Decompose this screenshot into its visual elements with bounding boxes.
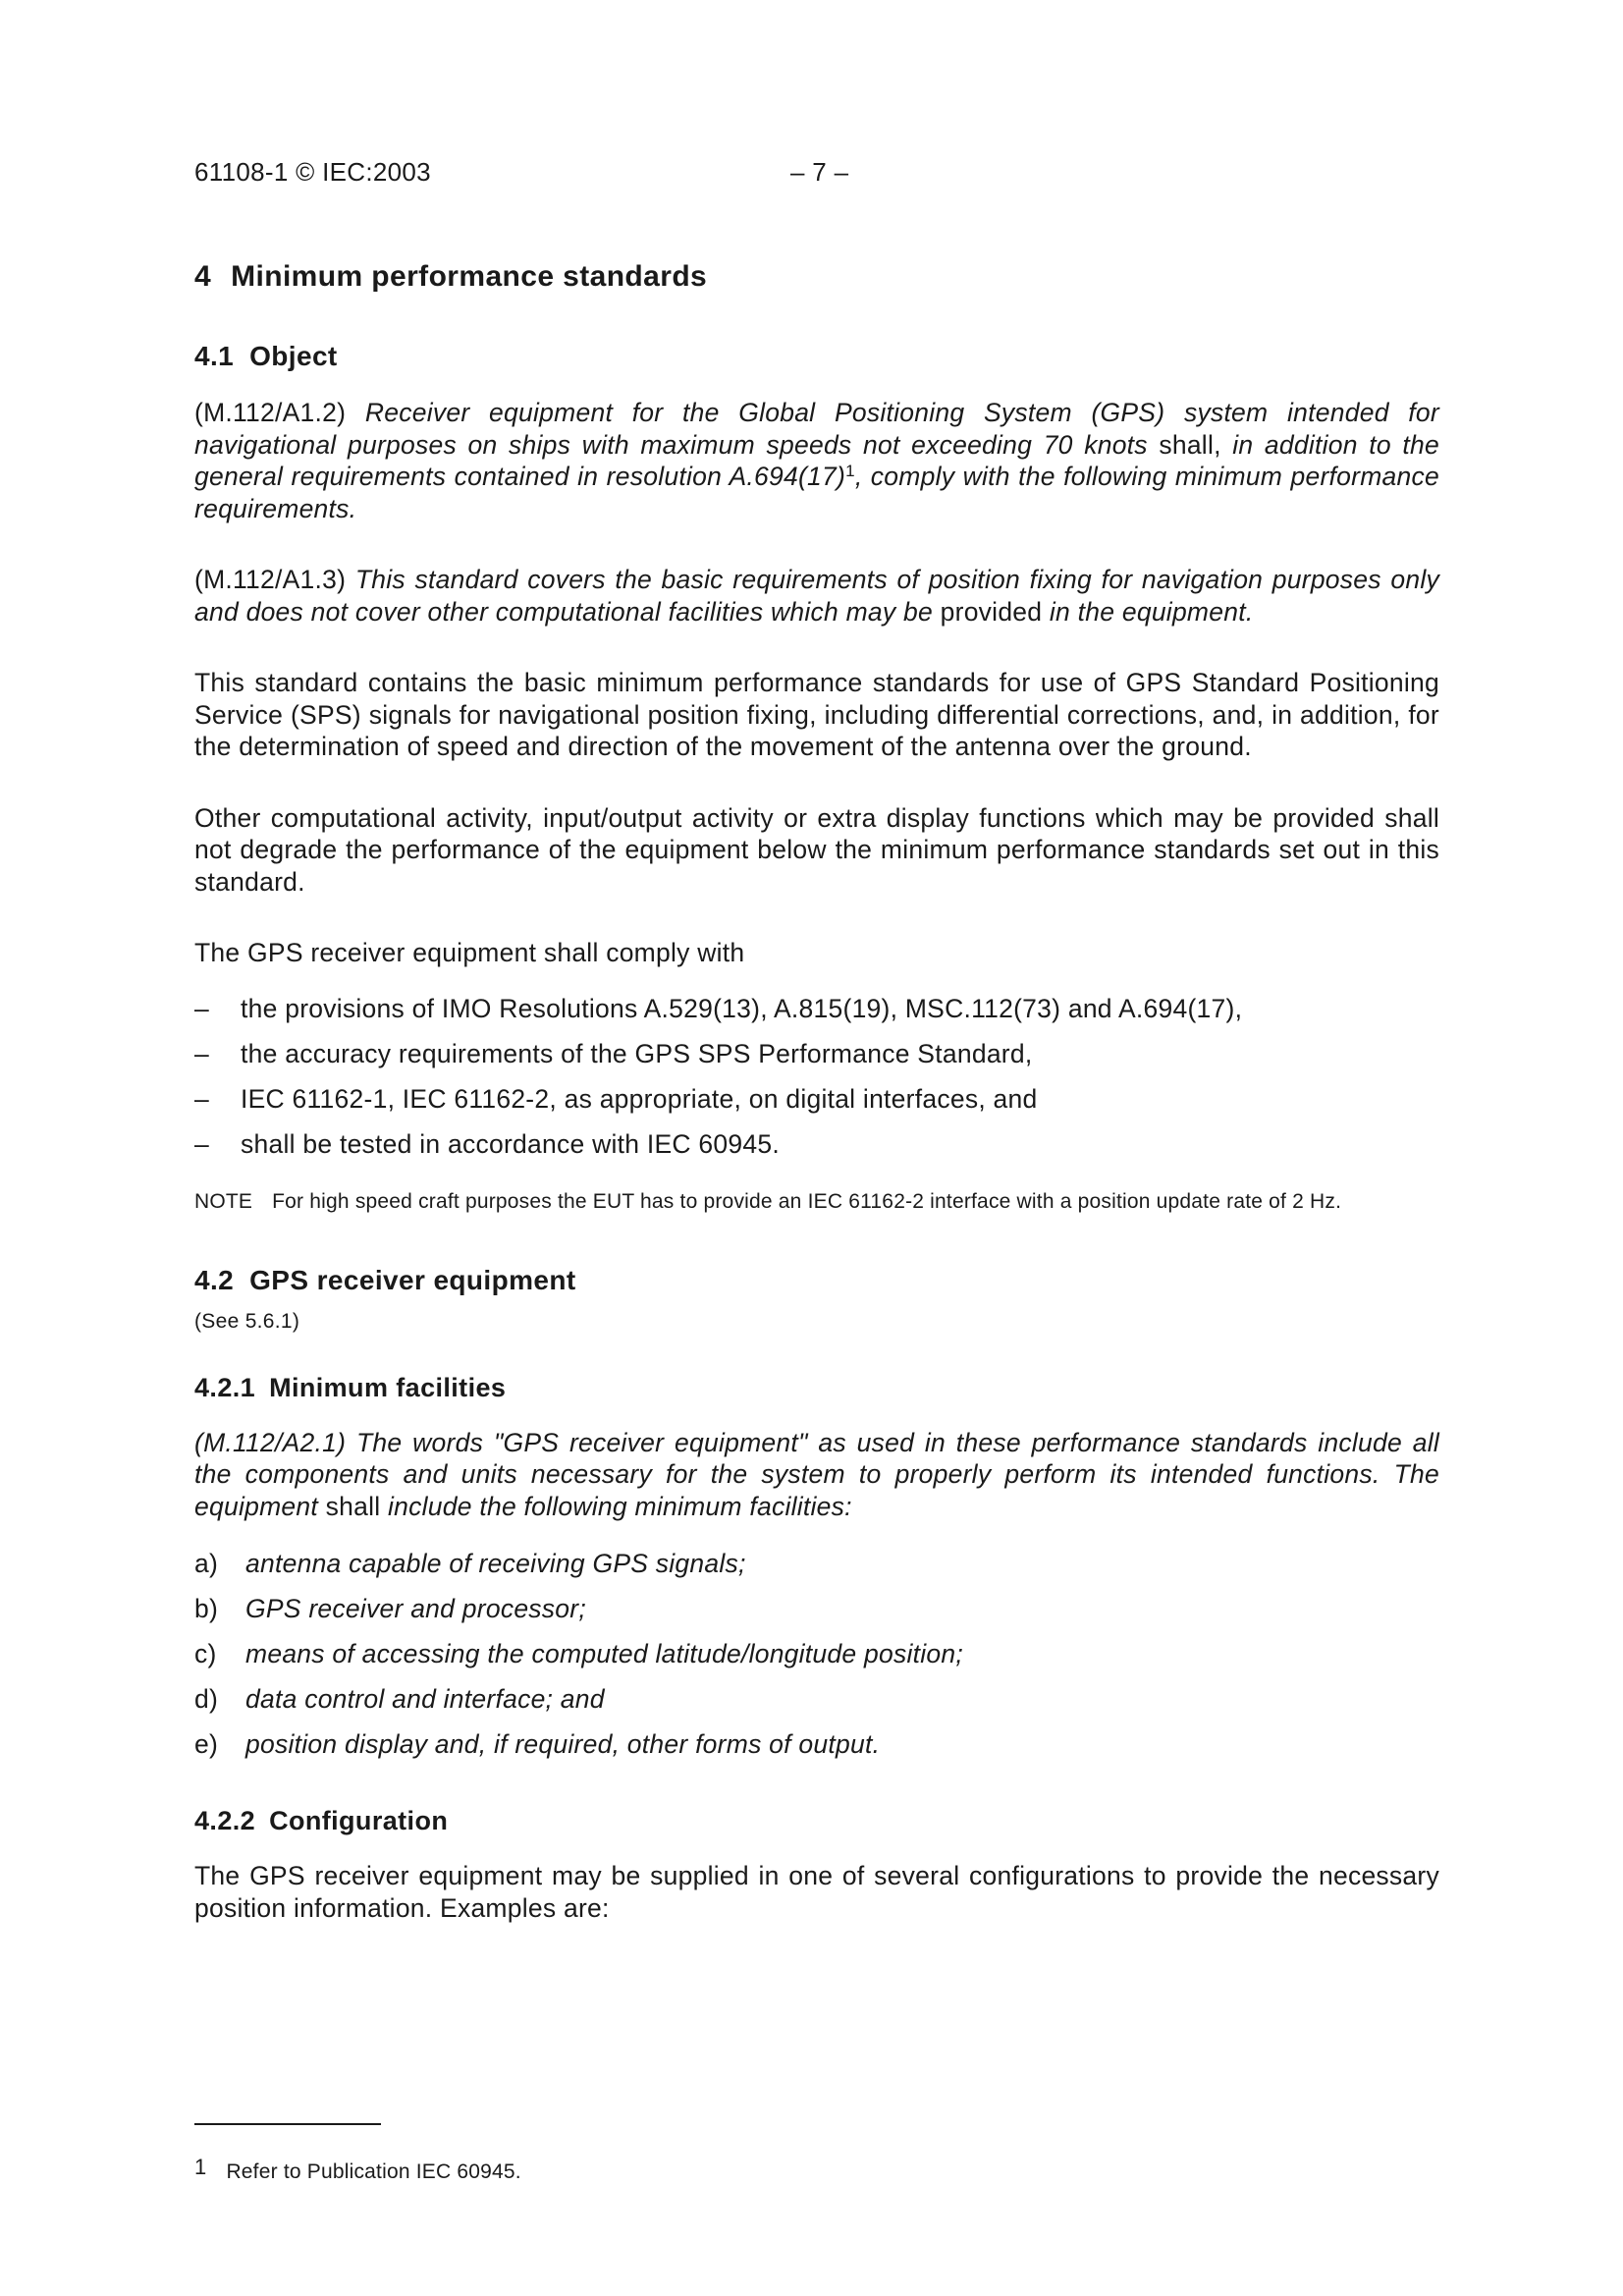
page-header bbox=[194, 157, 849, 188]
compliance-list bbox=[194, 993, 1439, 1160]
list-marker: b) bbox=[194, 1594, 219, 1623]
list-item-text: the accuracy requirements of the GPS SPS Performance Standard, bbox=[241, 1038, 1033, 1068]
footnote-divider bbox=[194, 2123, 381, 2125]
page-number: – 7 – bbox=[790, 157, 849, 187]
facilities-list bbox=[194, 1548, 1439, 1760]
dash-bullet: – bbox=[194, 993, 209, 1023]
dash-bullet: – bbox=[194, 1083, 209, 1114]
section-4-2-2-heading bbox=[194, 1803, 1439, 1838]
paragraph-text: provided bbox=[933, 596, 1050, 627]
paragraph-object-2 bbox=[194, 564, 1439, 628]
paragraph-object-3: This standard contains the basic minimum performance standards for use of GPS Standard Positioning Service (SPS) signals for navigational position fixing, including differential corrections, and, in addition, for the determination of speed and direction of the movement of the antenna over the ground. bbox=[194, 668, 1439, 761]
footnote-text: Refer to Publication IEC 60945. bbox=[226, 2160, 521, 2183]
section-number: 4.2.2 bbox=[194, 1806, 256, 1835]
section-title: Minimum performance standards bbox=[231, 260, 708, 293]
section-title: Configuration bbox=[269, 1806, 449, 1835]
note bbox=[194, 1189, 1439, 1215]
dash-bullet: – bbox=[194, 1038, 209, 1068]
list-item bbox=[194, 1083, 1439, 1115]
list-marker: e) bbox=[194, 1729, 219, 1759]
paragraph-object-4: Other computational activity, input/output activity or extra display functions which may be provided shall not degrade the performance of the equipment below the minimum performance standards set out in this standard. bbox=[194, 802, 1439, 897]
paragraph-text: shall, bbox=[1147, 429, 1233, 460]
paragraph-min-facilities bbox=[194, 1427, 1439, 1523]
page-content bbox=[194, 257, 1439, 1963]
section-number: 4 bbox=[194, 260, 212, 293]
list-item-text: antenna capable of receiving GPS signals; bbox=[245, 1549, 746, 1578]
footnote bbox=[194, 2155, 521, 2185]
section-title: Object bbox=[249, 341, 338, 371]
list-item bbox=[194, 1638, 1439, 1669]
paragraph-text: This standard covers the basic requirements of position fixing for navigation purposes only and does not cover other computational facilities which may be bbox=[194, 565, 1439, 627]
paragraph-text: shall bbox=[318, 1491, 388, 1521]
paragraph-text: in the equipment. bbox=[1049, 596, 1254, 627]
list-item bbox=[194, 1548, 1439, 1579]
paragraph-text: The words "GPS receiver equipment" as used in these performance standards include all the components and units necessary for the system to properly perform its intended functions. The equipment bbox=[194, 1427, 1439, 1521]
list-item-text: position display and, if required, other forms of output. bbox=[245, 1729, 881, 1759]
list-item bbox=[194, 1728, 1439, 1760]
paragraph-configuration: The GPS receiver equipment may be supplied in one of several configurations to provide the necessary position information. Examples are: bbox=[194, 1861, 1439, 1923]
footnote-number: 1 bbox=[194, 2155, 207, 2179]
dash-bullet: – bbox=[194, 1128, 209, 1159]
section-title: GPS receiver equipment bbox=[249, 1264, 576, 1295]
section-4-2-heading bbox=[194, 1262, 1439, 1299]
section-number: 4.2 bbox=[194, 1264, 235, 1295]
list-marker: a) bbox=[194, 1549, 219, 1578]
paragraph-object-5: The GPS receiver equipment shall comply with bbox=[194, 938, 745, 967]
list-marker: c) bbox=[194, 1639, 217, 1668]
list-item-text: data control and interface; and bbox=[245, 1684, 605, 1714]
paragraph-text: Receiver equipment for the Global Positioning System (GPS) system intended for navigational purposes on ships with maximum speeds not exceeding 70 knots bbox=[194, 398, 1439, 460]
note-text: For high speed craft purposes the EUT has to provide an IEC 61162-2 interface with a position update rate of 2 Hz. bbox=[272, 1189, 1342, 1213]
clause-reference: (M.112/A1.2) bbox=[194, 398, 347, 427]
section-4-heading bbox=[194, 257, 1439, 297]
section-4-2-1-heading bbox=[194, 1370, 1439, 1405]
list-item-text: the provisions of IMO Resolutions A.529(13), A.815(19), MSC.112(73) and A.694(17), bbox=[241, 993, 1243, 1023]
list-item-text: means of accessing the computed latitude/longitude position; bbox=[245, 1639, 963, 1668]
list-item bbox=[194, 993, 1439, 1024]
paragraph-text: include the following minimum facilities: bbox=[388, 1491, 852, 1521]
list-marker: d) bbox=[194, 1684, 219, 1714]
paragraph-text: , comply with the following minimum performance requirements. bbox=[194, 462, 1440, 523]
list-item-text: GPS receiver and processor; bbox=[245, 1594, 586, 1623]
section-number: 4.1 bbox=[194, 341, 235, 371]
note-label: NOTE bbox=[194, 1189, 253, 1213]
list-item bbox=[194, 1128, 1439, 1160]
clause-reference: (M.112/A1.3) bbox=[194, 565, 347, 594]
paragraph-text: in addition to the general requirements contained in resolution A.694(17) bbox=[194, 429, 1439, 491]
section-4-1-heading bbox=[194, 338, 1439, 375]
document-page bbox=[194, 0, 1439, 2296]
paragraph-object-1 bbox=[194, 397, 1439, 524]
list-item-text: shall be tested in accordance with IEC 60945. bbox=[241, 1128, 780, 1159]
cross-reference: (See 5.6.1) bbox=[194, 1309, 300, 1333]
list-item bbox=[194, 1038, 1439, 1069]
clause-reference: (M.112/A2.1) bbox=[194, 1427, 347, 1457]
list-item-text: IEC 61162-1, IEC 61162-2, as appropriate, on digital interfaces, and bbox=[241, 1083, 1038, 1114]
footnote-marker: 1 bbox=[845, 462, 855, 480]
list-item bbox=[194, 1593, 1439, 1624]
standard-reference: 61108-1 © IEC:2003 bbox=[194, 157, 431, 187]
section-title: Minimum facilities bbox=[269, 1372, 507, 1402]
list-item bbox=[194, 1683, 1439, 1715]
section-number: 4.2.1 bbox=[194, 1372, 256, 1402]
